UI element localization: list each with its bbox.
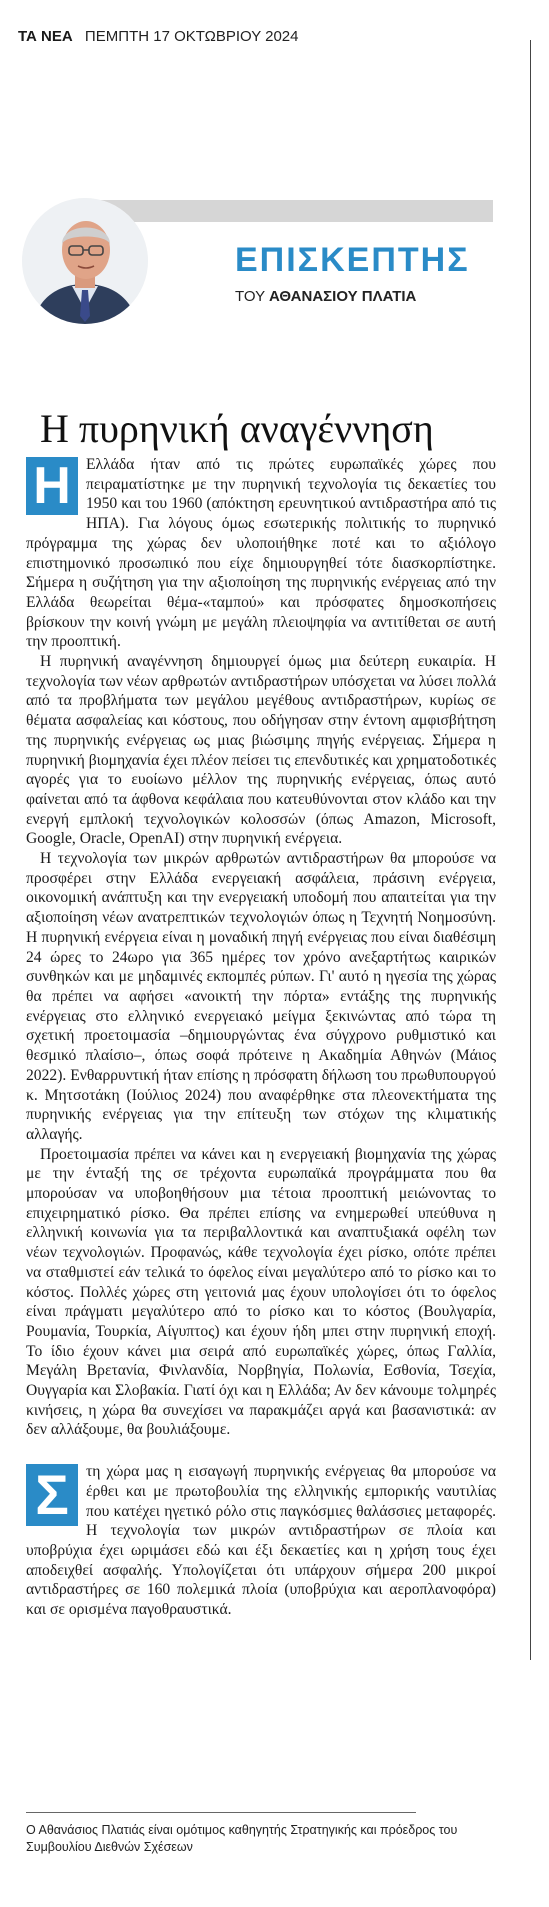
issue-date: ΠΕΜΠΤΗ 17 ΟΚΤΩΒΡΙΟΥ 2024 <box>84 28 299 45</box>
paragraph-4: Προετοιμασία πρέπει να κάνει και η ενεργειακή βιομηχανία της χώρας με την ένταξή της σε τρέχοντα ευρωπαϊκά προγράμματα που θα μπορούσαν να υποβοηθήσουν μια τέτοια προοπτική μειώνοντας το επιχειρηματικό ρίσκο. Θα πρέπει επίσης να ενημερωθεί υπεύθυνα η ελληνική κοινωνία για τα περιβαλλοντικά και αναπτυξιακά οφέλη των νέων τεχνολογιών. Προφανώς, κάθε τεχνολογία έχει ρίσκο, οπότε πρέπει να σταθμιστεί εάν τελικά το όφελος είναι μεγαλύτερο από το ρίσκο και το κόστος. Πολλές χώρες στη γειτονιά μας έχουν υπολογίσει ότι το όφελος είναι πράγματι μεγαλύτερο από το ρίσκο και το κόστος (Βουλγαρία, Ρουμανία, Τουρκία, Αίγυπτος) και έχουν ήδη μπει στην πυρηνική εποχή. Το ίδιο έχουν κάνει μια σειρά από ευρωπαϊκές χώρες, όπως Γαλλία, Μεγάλη Βρετανία, Φινλανδία, Νορβηγία, Πολωνία, Εσθονία, Τσεχία, Ουγγαρία και Σλοβακία. Γιατί όχι και η Ελλάδα; Αν δεν κάνουμε τολμηρές κινήσεις, η χώρα θα συνεχίσει να παρακμάζει αργά και βασανιστικά: αν δεν αλλάξουμε, θα βουλιάξουμε. <box>26 1145 496 1439</box>
masthead <box>18 28 498 52</box>
byline <box>235 288 416 305</box>
column-name: ΕΠΙΣΚΕΠΤΗΣ <box>235 241 470 279</box>
dropcap-1: Η <box>26 457 78 515</box>
author-name: ΑΘΑΝΑΣΙΟΥ ΠΛΑΤΙΑ <box>268 288 417 305</box>
column-divider <box>530 40 531 1660</box>
author-portrait-icon <box>22 198 148 324</box>
section-separator <box>26 1440 496 1462</box>
author-portrait <box>22 198 148 324</box>
newspaper-name: ΤΑ ΝΕΑ <box>18 28 73 45</box>
paragraph-5 <box>26 1462 496 1620</box>
paragraph-1 <box>26 455 496 652</box>
headline: Η πυρηνική αναγέννηση <box>40 405 434 451</box>
footnote-rule <box>26 1812 416 1813</box>
paragraph-1-text: Ελλάδα ήταν από τις πρώτες ευρωπαϊκές χώρες που πειραματίστηκε με την πυρηνική τεχνολογία τις δεκαετίες του 1950 και του 1960 (απόκτηση ερευνητικού αντιδραστήρα από τις ΗΠΑ). Για λόγους όμως εσωτερικής πολιτικής το πυρηνικό πρόγραμμα της χώρας δεν υλοποιήθηκε ποτέ και το αξιόλογο επιστημονικό προσωπικό που είχε δημιουργηθεί τότε διασκορπίστηκε. Σήμερα η συζήτηση για την αξιοποίηση της πυρηνικής ενέργειας από την Ελλάδα θεωρείται θέμα-«ταμπού» και πρόσφατες δημοσκοπήσεις βρίσκουν την κοινή γνώμη με μεγάλη πλειοψηφία να αντιτίθεται σε αυτή την προοπτική. <box>26 456 496 651</box>
author-bio-footnote: Ο Αθανάσιος Πλατιάς είναι ομότιμος καθηγητής Στρατηγικής και πρόεδρος του Συμβουλίου Διεθνών Σχέσεων <box>26 1823 458 1854</box>
article-body <box>26 455 496 1620</box>
paragraph-5-text: τη χώρα μας η εισαγωγή πυρηνικής ενέργειας θα μπορούσε να έρθει και με πρωτοβουλία της ελληνικής εμπορικής ναυτιλίας που κατέχει ηγετικό ρόλο στις παγκόσμιες θαλάσσιες μεταφορές. Η τεχνολογία των μικρών αντιδραστήρων σε πλοία και υποβρύχια έχει ωριμάσει εδώ και έξι δεκαετίες και η χρήση τους έχει αποδειχθεί ασφαλής. Υπολογίζεται ότι υπάρχουν σήμερα 200 μικροί αντιδραστήρες σε 160 πολεμικά πλοία (υποβρύχια και αεροπλανοφόρα) και σε ορισμένα παγοθραυστικά. <box>26 1463 496 1619</box>
paragraph-2: Η πυρηνική αναγέννηση δημιουργεί όμως μια δεύτερη ευκαιρία. Η τεχνολογία των νέων αρθρωτών αντιδραστήρων υπόσχεται να λύσει πολλά από τα προβλήματα των μεγάλου μεγέθους αντιδραστήρων, κυρίως σε θέματα ασφαλείας και κόστους, που οδήγησαν στην έντονη αμφισβήτηση της πυρηνικής ενέργειας ως μιας βιώσιμης πηγής ενέργειας. Σήμερα η πυρηνική βιομηχανία έχει πλέον πείσει τις επενδυτικές και χρηματοδοτικές αγορές για το ευοίωνο μέλλον της πυρηνικής ενέργειας, όπως αυτό φαίνεται από τα άφθονα κεφάλαια που κατευθύνονται στον κλάδο και την ενεργή εμπλοκή τεχνολογικών κολοσσών (όπως Amazon, Microsoft, Google, Oracle, OpenAI) στην πυρηνική ενέργεια. <box>26 653 496 848</box>
dropcap-2: Σ <box>26 1464 78 1526</box>
column-header-band <box>76 200 493 222</box>
paragraph-3: Η τεχνολογία των μικρών αρθρωτών αντιδραστήρων θα μπορούσε να προσφέρει στην Ελλάδα ενεργειακή ασφάλεια, πράσινη ενέργεια, οικονομική ανάπτυξη και την ενεργειακή υποδομή που απαιτείται για την αξιοποίηση νέων ανατρεπτικών τεχνολογιών όπως η Τεχνητή Νοημοσύνη. Η πυρηνική ενέργεια είναι η μοναδική πηγή ενέργειας που είναι διαθέσιμη 24 ώρες το 24ωρο για 365 ημέρες τον χρόνο ανεξαρτήτως καιρικών συνθηκών και με μηδαμινές εκπομπές ρύπων. Γι' αυτό η ηγεσία της χώρας θα πρέπει να αφήσει «ανοικτή την πόρτα» εντάξης της πυρηνικής ενέργειας στο ελληνικό ενεργειακό μείγμα ξεκινώντας από τώρα τη σχετική προετοιμασία –δημιουργώντας ένα σύγχρονο ρυθμιστικό και θεσμικό πλαίσιο–, όπως σοφά πρότεινε η Ακαδημία Αθηνών (Μάιος 2022). Ενθαρρυντική ήταν επίσης η πρόσφατη δήλωση του πρωθυπουργού κ. Μητσοτάκη (Ιούλιος 2024) που αναφέρθηκε στα πλεονεκτήματα της πυρηνικής ενέργειας για την επίτευξη των στόχων της κλιματικής αλλαγής. <box>26 850 496 1143</box>
byline-prefix: ΤΟΥ <box>235 288 265 305</box>
